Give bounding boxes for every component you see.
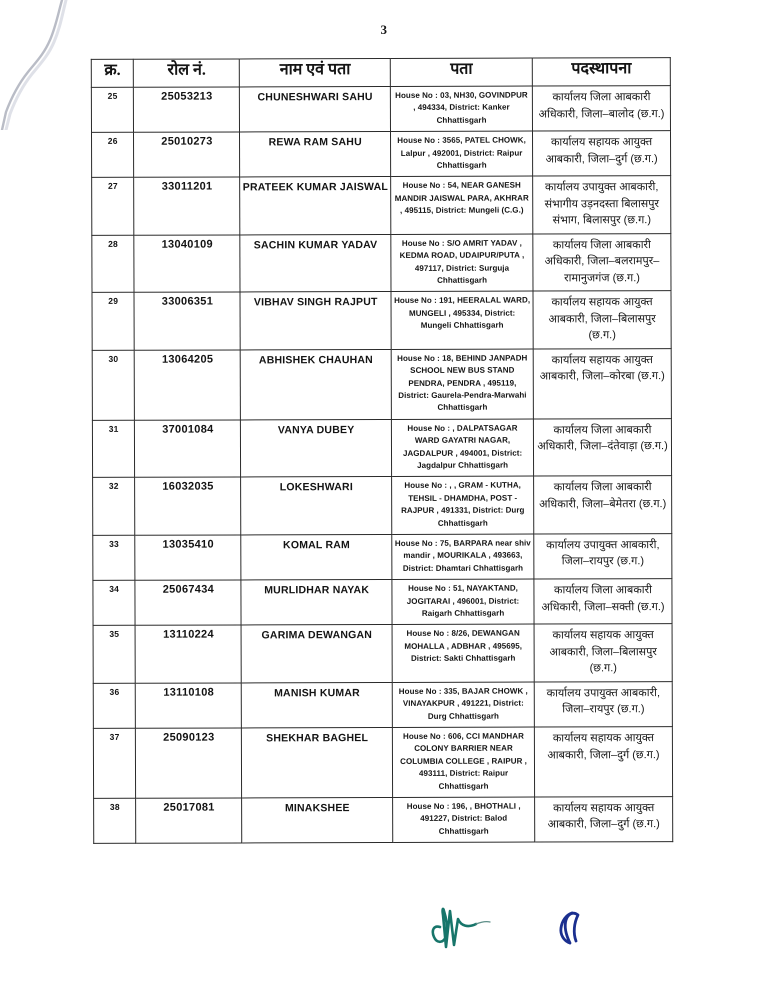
cell-roll-no: 37001084 bbox=[135, 420, 241, 478]
cell-posting: कार्यालय उपायुक्त आबकारी, जिला–रायपुर (छ.ग.) bbox=[534, 534, 672, 580]
table-header bbox=[91, 58, 670, 88]
cell-roll-no: 16032035 bbox=[135, 477, 241, 535]
cell-address: House No : 191, HEERALAL WARD, MUNGELI , 495334, District: Mungeli Chhattisgarh bbox=[391, 291, 533, 349]
column-header-address: पता bbox=[390, 58, 532, 86]
cell-serial: 28 bbox=[92, 235, 135, 293]
table-row bbox=[92, 418, 671, 477]
table-row bbox=[92, 291, 671, 350]
cell-posting: कार्यालय उपायुक्त आबकारी, जिला–रायपुर (छ.ग.) bbox=[534, 681, 672, 727]
cell-posting: कार्यालय जिला आबकारी अधिकारी, जिला–बलरामपुर– रामानुजगंज (छ.ग.) bbox=[533, 233, 671, 291]
roster-table bbox=[91, 57, 673, 844]
cell-posting: कार्यालय जिला आबकारी अधिकारी, जिला–बालोद (छ.ग.) bbox=[532, 86, 670, 132]
signature-right bbox=[561, 913, 578, 943]
table-row bbox=[92, 348, 671, 420]
cell-address: House No : 3565, PATEL CHOWK, Lalpur , 492001, District: Raipur Chhattisgarh bbox=[391, 131, 533, 177]
cell-name: LOKESHWARI bbox=[241, 477, 392, 535]
cell-roll-no: 25017081 bbox=[136, 798, 242, 844]
cell-serial: 30 bbox=[92, 350, 135, 420]
column-header-serial: क्र. bbox=[91, 59, 133, 87]
cell-roll-no: 13040109 bbox=[134, 235, 240, 293]
cell-serial: 27 bbox=[92, 178, 135, 236]
cell-address: House No : , , GRAM - KUTHA, TEHSIL - DHAMDHA, POST - RAJPUR , 491331, District: Durg Chhattisgarh bbox=[392, 476, 534, 534]
cell-posting: कार्यालय जिला आबकारी अधिकारी, जिला–सक्ती (छ.ग.) bbox=[534, 579, 672, 625]
cell-roll-no: 33011201 bbox=[134, 177, 240, 235]
cell-address: House No : 75, BARPARA near shiv mandir , MOURIKALA , 493663, District: Dhamtari Chhattisgarh bbox=[392, 534, 534, 580]
cell-address: House No : S/O AMRIT YADAV , KEDMA ROAD, UDAIPUR/PUTA , 497117, District: Surguja Chhattisgarh bbox=[391, 234, 533, 292]
cell-name: REWA RAM SAHU bbox=[240, 132, 391, 178]
cell-posting: कार्यालय जिला आबकारी अधिकारी, जिला–बेमेतरा (छ.ग.) bbox=[534, 476, 672, 534]
cell-roll-no: 25090123 bbox=[136, 728, 242, 798]
cell-posting: कार्यालय सहायक आयुक्त आबकारी, जिला–बिलासपुर (छ.ग.) bbox=[534, 624, 672, 682]
cell-roll-no: 25067434 bbox=[135, 580, 241, 626]
table-row bbox=[93, 476, 672, 535]
cell-name: VIBHAV SINGH RAJPUT bbox=[240, 292, 391, 350]
page-number: 3 bbox=[380, 22, 388, 37]
roster-table-container bbox=[92, 58, 672, 843]
cell-address: House No : 606, CCI MANDHAR COLONY BARRIER NEAR COLUMBIA COLLEGE , RAIPUR , 493111, District: Raipur Chhattisgarh bbox=[392, 727, 534, 797]
cell-address: House No : 196, , BHOTHALI , 491227, District: Balod Chhattisgarh bbox=[393, 797, 535, 843]
cell-serial: 26 bbox=[91, 132, 134, 177]
table-row bbox=[91, 131, 670, 178]
cell-serial: 35 bbox=[93, 626, 136, 684]
cell-serial: 37 bbox=[93, 728, 136, 798]
cell-posting: कार्यालय उपायुक्त आबकारी, संभागीय उड़नदस्ता बिलासपुर संभाग, बिलासपुर (छ.ग.) bbox=[533, 176, 671, 234]
cell-serial: 33 bbox=[93, 535, 136, 580]
signature-area bbox=[0, 895, 768, 975]
column-header-name: नाम एवं पता bbox=[240, 58, 391, 86]
cell-name: VANYA DUBEY bbox=[241, 419, 392, 477]
cell-serial: 32 bbox=[93, 478, 136, 536]
cell-name: SACHIN KUMAR YADAV bbox=[240, 234, 391, 292]
cell-roll-no: 13035410 bbox=[135, 535, 241, 581]
cell-roll-no: 25053213 bbox=[134, 87, 240, 133]
cell-roll-no: 25010273 bbox=[134, 132, 240, 178]
table-row bbox=[91, 86, 670, 133]
table-row bbox=[92, 233, 671, 292]
cell-name: MINAKSHEE bbox=[242, 797, 393, 843]
cell-name: KOMAL RAM bbox=[241, 534, 392, 580]
cell-name: PRATEEK KUMAR JAISWAL bbox=[240, 177, 391, 235]
cell-name: MANISH KUMAR bbox=[242, 682, 393, 728]
table-row bbox=[93, 624, 672, 683]
cell-address: House No : , DALPATSAGAR WARD GAYATRI NAGAR, JAGDALPUR , 494001, District: Jagdalpur Chhattisgarh bbox=[391, 419, 533, 477]
cell-name: SHEKHAR BAGHEL bbox=[242, 727, 393, 797]
cell-serial: 31 bbox=[92, 420, 135, 478]
cell-name: ABHISHEK CHAUHAN bbox=[241, 349, 392, 419]
cell-posting: कार्यालय सहायक आयुक्त आबकारी, जिला–दुर्ग (छ.ग.) bbox=[534, 727, 672, 797]
cell-address: House No : 03, NH30, GOVINDPUR , 494334, District: Kanker Chhattisgarh bbox=[390, 86, 532, 132]
cell-name: MURLIDHAR NAYAK bbox=[241, 580, 392, 626]
cell-roll-no: 13064205 bbox=[135, 350, 241, 420]
signature-left bbox=[433, 909, 490, 947]
table-header-row bbox=[91, 58, 670, 88]
cell-name: GARIMA DEWANGAN bbox=[241, 625, 392, 683]
cell-serial: 36 bbox=[93, 683, 136, 728]
cell-address: House No : 18, BEHIND JANPADH SCHOOL NEW BUS STAND PENDRA, PENDRA , 495119, District: Gaurela-Pendra-Marwahi Chhattisgarh bbox=[391, 349, 533, 419]
cell-posting: कार्यालय जिला आबकारी अधिकारी, जिला–दंतेवाड़ा (छ.ग.) bbox=[534, 418, 672, 476]
cell-serial: 38 bbox=[94, 798, 137, 843]
cell-address: House No : 335, BAJAR CHOWK , VINAYAKPUR , 491221, District: Durg Chhattisgarh bbox=[392, 682, 534, 728]
cell-name: CHUNESHWARI SAHU bbox=[240, 86, 391, 132]
table-row bbox=[94, 797, 673, 844]
cell-posting: कार्यालय सहायक आयुक्त आबकारी, जिला–दुर्ग (छ.ग.) bbox=[533, 131, 671, 177]
cell-serial: 25 bbox=[91, 87, 134, 132]
cell-posting: कार्यालय सहायक आयुक्त आबकारी, जिला–दुर्ग (छ.ग.) bbox=[535, 797, 673, 843]
cell-serial: 29 bbox=[92, 293, 135, 351]
cell-roll-no: 33006351 bbox=[134, 292, 240, 350]
table-row bbox=[93, 681, 672, 728]
cell-serial: 34 bbox=[93, 580, 136, 625]
table-row bbox=[93, 534, 672, 581]
cell-roll-no: 13110224 bbox=[135, 625, 241, 683]
column-header-roll-no: रोल नं. bbox=[134, 59, 240, 87]
cell-roll-no: 13110108 bbox=[136, 683, 242, 729]
cell-address: House No : 54, NEAR GANESH MANDIR JAISWAL PARA, AKHRAR , 495115, District: Mungeli (C.G.) bbox=[391, 176, 533, 234]
table-row bbox=[93, 579, 672, 626]
table-row bbox=[92, 176, 671, 235]
cell-address: House No : 8/26, DEWANGAN MOHALLA , ADBHAR , 495695, District: Sakti Chhattisgarh bbox=[392, 624, 534, 682]
cell-posting: कार्यालय सहायक आयुक्त आबकारी, जिला–बिलासपुर (छ.ग.) bbox=[533, 291, 671, 349]
column-header-posting: पदस्थापना bbox=[532, 58, 670, 86]
cell-address: House No : 51, NAYAKTAND, JOGITARAI , 496001, District: Raigarh Chhattisgarh bbox=[392, 579, 534, 625]
cell-posting: कार्यालय सहायक आयुक्त आबकारी, जिला–कोरबा (छ.ग.) bbox=[533, 348, 671, 418]
table-row bbox=[93, 727, 672, 799]
table-body bbox=[91, 86, 672, 844]
